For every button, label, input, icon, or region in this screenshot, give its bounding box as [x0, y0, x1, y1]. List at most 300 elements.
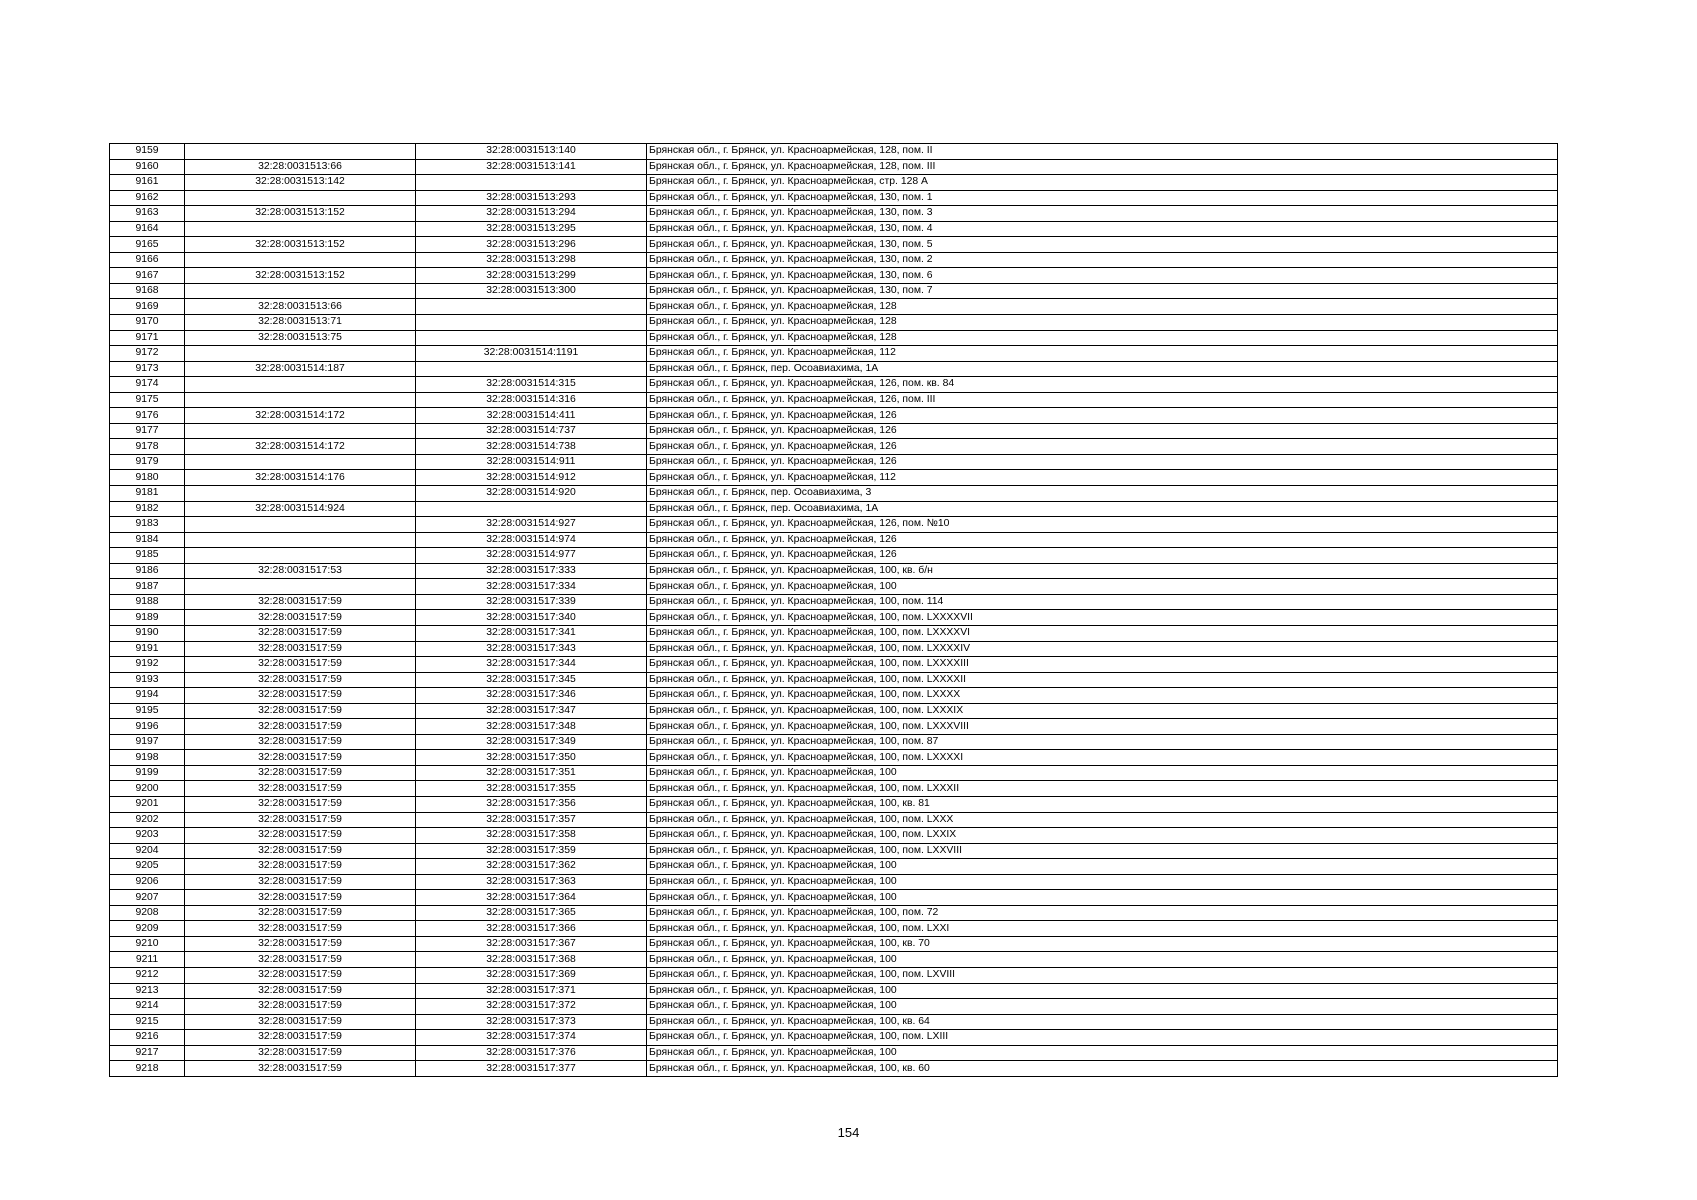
- object-cadastral-number-cell: 32:28:0031517:358: [416, 828, 647, 844]
- table-row: [110, 439, 1558, 455]
- table-row: [110, 921, 1558, 937]
- parcel-cadastral-number-cell: 32:28:0031517:59: [185, 812, 416, 828]
- parcel-cadastral-number-cell: 32:28:0031517:59: [185, 641, 416, 657]
- table-row: [110, 486, 1558, 502]
- table-row: [110, 330, 1558, 346]
- row-number-cell: 9200: [110, 781, 185, 797]
- object-cadastral-number-cell: 32:28:0031513:140: [416, 144, 647, 160]
- table-row: [110, 377, 1558, 393]
- address-cell: Брянская обл., г. Брянск, ул. Красноармейская, 128, пом. III: [647, 159, 1558, 175]
- row-number-cell: 9167: [110, 268, 185, 284]
- row-number-cell: 9207: [110, 890, 185, 906]
- table-row: [110, 470, 1558, 486]
- object-cadastral-number-cell: 32:28:0031517:364: [416, 890, 647, 906]
- table-row: [110, 812, 1558, 828]
- row-number-cell: 9203: [110, 828, 185, 844]
- address-cell: Брянская обл., г. Брянск, ул. Красноармейская, 100: [647, 765, 1558, 781]
- table-row: [110, 859, 1558, 875]
- row-number-cell: 9197: [110, 734, 185, 750]
- object-cadastral-number-cell: 32:28:0031513:300: [416, 283, 647, 299]
- address-cell: Брянская обл., г. Брянск, ул. Красноармейская, 100, пом. 87: [647, 734, 1558, 750]
- row-number-cell: 9173: [110, 361, 185, 377]
- row-number-cell: 9160: [110, 159, 185, 175]
- address-cell: Брянская обл., г. Брянск, ул. Красноармейская, 130, пом. 2: [647, 252, 1558, 268]
- object-cadastral-number-cell: [416, 361, 647, 377]
- parcel-cadastral-number-cell: 32:28:0031517:59: [185, 874, 416, 890]
- parcel-cadastral-number-cell: 32:28:0031517:59: [185, 796, 416, 812]
- object-cadastral-number-cell: 32:28:0031514:920: [416, 486, 647, 502]
- row-number-cell: 9213: [110, 983, 185, 999]
- row-number-cell: 9186: [110, 563, 185, 579]
- object-cadastral-number-cell: 32:28:0031517:341: [416, 625, 647, 641]
- parcel-cadastral-number-cell: 32:28:0031514:172: [185, 408, 416, 424]
- object-cadastral-number-cell: 32:28:0031517:356: [416, 796, 647, 812]
- object-cadastral-number-cell: 32:28:0031517:334: [416, 579, 647, 595]
- table-row: [110, 268, 1558, 284]
- table-row: [110, 159, 1558, 175]
- table-row: [110, 346, 1558, 362]
- row-number-cell: 9162: [110, 190, 185, 206]
- object-cadastral-number-cell: 32:28:0031517:343: [416, 641, 647, 657]
- object-cadastral-number-cell: 32:28:0031514:316: [416, 392, 647, 408]
- table-row: [110, 532, 1558, 548]
- table-row: [110, 361, 1558, 377]
- parcel-cadastral-number-cell: 32:28:0031517:59: [185, 967, 416, 983]
- parcel-cadastral-number-cell: 32:28:0031517:59: [185, 765, 416, 781]
- object-cadastral-number-cell: 32:28:0031517:372: [416, 999, 647, 1015]
- address-cell: Брянская обл., г. Брянск, ул. Красноармейская, 126: [647, 439, 1558, 455]
- address-cell: Брянская обл., г. Брянск, ул. Красноармейская, 128: [647, 299, 1558, 315]
- parcel-cadastral-number-cell: [185, 377, 416, 393]
- parcel-cadastral-number-cell: 32:28:0031513:75: [185, 330, 416, 346]
- table-row: [110, 952, 1558, 968]
- row-number-cell: 9178: [110, 439, 185, 455]
- parcel-cadastral-number-cell: 32:28:0031517:59: [185, 750, 416, 766]
- address-cell: Брянская обл., г. Брянск, ул. Красноармейская, 100, пом. LXIII: [647, 1030, 1558, 1046]
- object-cadastral-number-cell: 32:28:0031514:315: [416, 377, 647, 393]
- address-cell: Брянская обл., г. Брянск, пер. Осоавиахима, 1А: [647, 361, 1558, 377]
- parcel-cadastral-number-cell: [185, 144, 416, 160]
- object-cadastral-number-cell: 32:28:0031514:911: [416, 454, 647, 470]
- address-cell: Брянская обл., г. Брянск, ул. Красноармейская, 100: [647, 874, 1558, 890]
- row-number-cell: 9210: [110, 936, 185, 952]
- object-cadastral-number-cell: 32:28:0031517:365: [416, 905, 647, 921]
- table-row: [110, 221, 1558, 237]
- address-cell: Брянская обл., г. Брянск, ул. Красноармейская, 100: [647, 983, 1558, 999]
- row-number-cell: 9218: [110, 1061, 185, 1077]
- table-row: [110, 501, 1558, 517]
- table-row: [110, 905, 1558, 921]
- address-cell: Брянская обл., г. Брянск, ул. Красноармейская, 126: [647, 454, 1558, 470]
- object-cadastral-number-cell: 32:28:0031517:355: [416, 781, 647, 797]
- object-cadastral-number-cell: 32:28:0031514:737: [416, 423, 647, 439]
- object-cadastral-number-cell: 32:28:0031513:141: [416, 159, 647, 175]
- object-cadastral-number-cell: 32:28:0031513:295: [416, 221, 647, 237]
- parcel-cadastral-number-cell: 32:28:0031517:59: [185, 1061, 416, 1077]
- object-cadastral-number-cell: 32:28:0031517:373: [416, 1014, 647, 1030]
- table-row: [110, 734, 1558, 750]
- object-cadastral-number-cell: 32:28:0031517:377: [416, 1061, 647, 1077]
- parcel-cadastral-number-cell: [185, 548, 416, 564]
- object-cadastral-number-cell: 32:28:0031513:293: [416, 190, 647, 206]
- parcel-cadastral-number-cell: 32:28:0031517:59: [185, 921, 416, 937]
- parcel-cadastral-number-cell: 32:28:0031517:59: [185, 657, 416, 673]
- parcel-cadastral-number-cell: 32:28:0031517:59: [185, 688, 416, 704]
- address-cell: Брянская обл., г. Брянск, ул. Красноармейская, 100: [647, 952, 1558, 968]
- parcel-cadastral-number-cell: [185, 190, 416, 206]
- address-cell: Брянская обл., г. Брянск, ул. Красноармейская, 126: [647, 532, 1558, 548]
- address-cell: Брянская обл., г. Брянск, ул. Красноармейская, 100, пом. LXXXXII: [647, 672, 1558, 688]
- parcel-cadastral-number-cell: [185, 221, 416, 237]
- row-number-cell: 9201: [110, 796, 185, 812]
- row-number-cell: 9199: [110, 765, 185, 781]
- row-number-cell: 9214: [110, 999, 185, 1015]
- row-number-cell: 9194: [110, 688, 185, 704]
- object-cadastral-number-cell: 32:28:0031514:1191: [416, 346, 647, 362]
- table-row: [110, 657, 1558, 673]
- object-cadastral-number-cell: [416, 315, 647, 331]
- row-number-cell: 9195: [110, 703, 185, 719]
- address-cell: Брянская обл., г. Брянск, ул. Красноармейская, 100, пом. LXXVIII: [647, 843, 1558, 859]
- row-number-cell: 9193: [110, 672, 185, 688]
- parcel-cadastral-number-cell: 32:28:0031517:59: [185, 719, 416, 735]
- table-row: [110, 175, 1558, 191]
- address-cell: Брянская обл., г. Брянск, ул. Красноармейская, 100, пом. LXXXVIII: [647, 719, 1558, 735]
- parcel-cadastral-number-cell: 32:28:0031517:59: [185, 828, 416, 844]
- object-cadastral-number-cell: 32:28:0031517:333: [416, 563, 647, 579]
- object-cadastral-number-cell: 32:28:0031517:340: [416, 610, 647, 626]
- object-cadastral-number-cell: 32:28:0031517:345: [416, 672, 647, 688]
- object-cadastral-number-cell: 32:28:0031514:411: [416, 408, 647, 424]
- table-row: [110, 936, 1558, 952]
- parcel-cadastral-number-cell: 32:28:0031517:59: [185, 999, 416, 1015]
- table-row: [110, 828, 1558, 844]
- object-cadastral-number-cell: [416, 330, 647, 346]
- parcel-cadastral-number-cell: 32:28:0031517:59: [185, 983, 416, 999]
- row-number-cell: 9187: [110, 579, 185, 595]
- registry-table-body: [110, 144, 1558, 1077]
- address-cell: Брянская обл., г. Брянск, ул. Красноармейская, 100, пом. LXXXXIII: [647, 657, 1558, 673]
- table-row: [110, 392, 1558, 408]
- object-cadastral-number-cell: 32:28:0031514:977: [416, 548, 647, 564]
- row-number-cell: 9170: [110, 315, 185, 331]
- parcel-cadastral-number-cell: 32:28:0031517:59: [185, 1045, 416, 1061]
- parcel-cadastral-number-cell: 32:28:0031517:59: [185, 859, 416, 875]
- table-row: [110, 454, 1558, 470]
- parcel-cadastral-number-cell: 32:28:0031517:59: [185, 905, 416, 921]
- address-cell: Брянская обл., г. Брянск, ул. Красноармейская, 100: [647, 1045, 1558, 1061]
- table-row: [110, 206, 1558, 222]
- row-number-cell: 9182: [110, 501, 185, 517]
- row-number-cell: 9188: [110, 594, 185, 610]
- address-cell: Брянская обл., г. Брянск, ул. Красноармейская, 100, пом. LXXXX: [647, 688, 1558, 704]
- table-row: [110, 579, 1558, 595]
- row-number-cell: 9179: [110, 454, 185, 470]
- address-cell: Брянская обл., г. Брянск, ул. Красноармейская, 100, пом. LXXXII: [647, 781, 1558, 797]
- row-number-cell: 9192: [110, 657, 185, 673]
- address-cell: Брянская обл., г. Брянск, ул. Красноармейская, 100: [647, 999, 1558, 1015]
- parcel-cadastral-number-cell: 32:28:0031514:924: [185, 501, 416, 517]
- address-cell: Брянская обл., г. Брянск, ул. Красноармейская, 100, пом. LXXXXVII: [647, 610, 1558, 626]
- address-cell: Брянская обл., г. Брянск, пер. Осоавиахима, 1А: [647, 501, 1558, 517]
- parcel-cadastral-number-cell: 32:28:0031513:142: [185, 175, 416, 191]
- row-number-cell: 9206: [110, 874, 185, 890]
- address-cell: Брянская обл., г. Брянск, ул. Красноармейская, 112: [647, 346, 1558, 362]
- table-row: [110, 423, 1558, 439]
- parcel-cadastral-number-cell: 32:28:0031513:152: [185, 268, 416, 284]
- object-cadastral-number-cell: [416, 175, 647, 191]
- object-cadastral-number-cell: 32:28:0031517:357: [416, 812, 647, 828]
- row-number-cell: 9180: [110, 470, 185, 486]
- object-cadastral-number-cell: 32:28:0031517:359: [416, 843, 647, 859]
- address-cell: Брянская обл., г. Брянск, ул. Красноармейская, 100, пом. LXXXXIV: [647, 641, 1558, 657]
- table-row: [110, 610, 1558, 626]
- object-cadastral-number-cell: 32:28:0031517:339: [416, 594, 647, 610]
- address-cell: Брянская обл., г. Брянск, ул. Красноармейская, 100, пом. LXXIX: [647, 828, 1558, 844]
- table-row: [110, 517, 1558, 533]
- address-cell: Брянская обл., г. Брянск, ул. Красноармейская, 112: [647, 470, 1558, 486]
- table-row: [110, 237, 1558, 253]
- parcel-cadastral-number-cell: 32:28:0031517:59: [185, 936, 416, 952]
- row-number-cell: 9215: [110, 1014, 185, 1030]
- address-cell: Брянская обл., г. Брянск, ул. Красноармейская, 128: [647, 330, 1558, 346]
- object-cadastral-number-cell: 32:28:0031517:362: [416, 859, 647, 875]
- row-number-cell: 9198: [110, 750, 185, 766]
- table-row: [110, 299, 1558, 315]
- address-cell: Брянская обл., г. Брянск, ул. Красноармейская, 100, пом. 72: [647, 905, 1558, 921]
- table-row: [110, 563, 1558, 579]
- object-cadastral-number-cell: 32:28:0031517:348: [416, 719, 647, 735]
- address-cell: Брянская обл., г. Брянск, ул. Красноармейская, 100: [647, 579, 1558, 595]
- object-cadastral-number-cell: 32:28:0031517:368: [416, 952, 647, 968]
- address-cell: Брянская обл., г. Брянск, ул. Красноармейская, 100: [647, 890, 1558, 906]
- row-number-cell: 9202: [110, 812, 185, 828]
- address-cell: Брянская обл., г. Брянск, ул. Красноармейская, 100, пом. LXVIII: [647, 967, 1558, 983]
- table-row: [110, 548, 1558, 564]
- parcel-cadastral-number-cell: 32:28:0031517:59: [185, 594, 416, 610]
- address-cell: Брянская обл., г. Брянск, ул. Красноармейская, 100, кв. 81: [647, 796, 1558, 812]
- row-number-cell: 9185: [110, 548, 185, 564]
- row-number-cell: 9175: [110, 392, 185, 408]
- row-number-cell: 9217: [110, 1045, 185, 1061]
- row-number-cell: 9168: [110, 283, 185, 299]
- address-cell: Брянская обл., г. Брянск, ул. Красноармейская, 100, кв. б/н: [647, 563, 1558, 579]
- parcel-cadastral-number-cell: [185, 392, 416, 408]
- row-number-cell: 9183: [110, 517, 185, 533]
- address-cell: Брянская обл., г. Брянск, ул. Красноармейская, 126, пом. №10: [647, 517, 1558, 533]
- parcel-cadastral-number-cell: 32:28:0031517:59: [185, 672, 416, 688]
- parcel-cadastral-number-cell: 32:28:0031513:152: [185, 237, 416, 253]
- table-row: [110, 781, 1558, 797]
- table-row: [110, 1030, 1558, 1046]
- row-number-cell: 9176: [110, 408, 185, 424]
- address-cell: Брянская обл., г. Брянск, ул. Красноармейская, 100, пом. LXXXXI: [647, 750, 1558, 766]
- parcel-cadastral-number-cell: 32:28:0031517:59: [185, 734, 416, 750]
- object-cadastral-number-cell: 32:28:0031517:367: [416, 936, 647, 952]
- table-row: [110, 765, 1558, 781]
- table-row: [110, 750, 1558, 766]
- row-number-cell: 9174: [110, 377, 185, 393]
- address-cell: Брянская обл., г. Брянск, ул. Красноармейская, 100, пом. 114: [647, 594, 1558, 610]
- address-cell: Брянская обл., г. Брянск, ул. Красноармейская, 128, пом. II: [647, 144, 1558, 160]
- row-number-cell: 9190: [110, 625, 185, 641]
- object-cadastral-number-cell: 32:28:0031517:347: [416, 703, 647, 719]
- row-number-cell: 9191: [110, 641, 185, 657]
- row-number-cell: 9216: [110, 1030, 185, 1046]
- address-cell: Брянская обл., г. Брянск, ул. Красноармейская, 130, пом. 7: [647, 283, 1558, 299]
- table-row: [110, 1045, 1558, 1061]
- table-row: [110, 1014, 1558, 1030]
- table-row: [110, 703, 1558, 719]
- row-number-cell: 9211: [110, 952, 185, 968]
- table-row: [110, 719, 1558, 735]
- row-number-cell: 9184: [110, 532, 185, 548]
- parcel-cadastral-number-cell: 32:28:0031517:59: [185, 952, 416, 968]
- parcel-cadastral-number-cell: 32:28:0031517:59: [185, 843, 416, 859]
- address-cell: Брянская обл., г. Брянск, ул. Красноармейская, 130, пом. 1: [647, 190, 1558, 206]
- parcel-cadastral-number-cell: 32:28:0031517:59: [185, 1014, 416, 1030]
- table-row: [110, 315, 1558, 331]
- registry-table: [109, 143, 1558, 1077]
- address-cell: Брянская обл., г. Брянск, ул. Красноармейская, 128: [647, 315, 1558, 331]
- address-cell: Брянская обл., г. Брянск, ул. Красноармейская, 126: [647, 548, 1558, 564]
- row-number-cell: 9165: [110, 237, 185, 253]
- parcel-cadastral-number-cell: 32:28:0031517:59: [185, 890, 416, 906]
- address-cell: Брянская обл., г. Брянск, ул. Красноармейская, 126, пом. III: [647, 392, 1558, 408]
- table-row: [110, 283, 1558, 299]
- row-number-cell: 9189: [110, 610, 185, 626]
- object-cadastral-number-cell: 32:28:0031517:350: [416, 750, 647, 766]
- table-row: [110, 796, 1558, 812]
- address-cell: Брянская обл., г. Брянск, ул. Красноармейская, 126: [647, 408, 1558, 424]
- parcel-cadastral-number-cell: [185, 423, 416, 439]
- row-number-cell: 9205: [110, 859, 185, 875]
- object-cadastral-number-cell: 32:28:0031517:374: [416, 1030, 647, 1046]
- address-cell: Брянская обл., г. Брянск, ул. Красноармейская, 100, кв. 60: [647, 1061, 1558, 1077]
- table-row: [110, 190, 1558, 206]
- address-cell: Брянская обл., г. Брянск, ул. Красноармейская, 130, пом. 5: [647, 237, 1558, 253]
- object-cadastral-number-cell: [416, 299, 647, 315]
- table-row: [110, 641, 1558, 657]
- row-number-cell: 9212: [110, 967, 185, 983]
- parcel-cadastral-number-cell: [185, 517, 416, 533]
- row-number-cell: 9159: [110, 144, 185, 160]
- row-number-cell: 9209: [110, 921, 185, 937]
- parcel-cadastral-number-cell: 32:28:0031514:176: [185, 470, 416, 486]
- table-row: [110, 874, 1558, 890]
- row-number-cell: 9171: [110, 330, 185, 346]
- table-row: [110, 999, 1558, 1015]
- object-cadastral-number-cell: 32:28:0031514:927: [416, 517, 647, 533]
- parcel-cadastral-number-cell: 32:28:0031517:53: [185, 563, 416, 579]
- table-row: [110, 408, 1558, 424]
- table-row: [110, 672, 1558, 688]
- object-cadastral-number-cell: 32:28:0031517:344: [416, 657, 647, 673]
- parcel-cadastral-number-cell: 32:28:0031517:59: [185, 781, 416, 797]
- row-number-cell: 9169: [110, 299, 185, 315]
- address-cell: Брянская обл., г. Брянск, ул. Красноармейская, 100, пом. LXXX: [647, 812, 1558, 828]
- page-number: 154: [837, 1125, 860, 1140]
- object-cadastral-number-cell: 32:28:0031513:299: [416, 268, 647, 284]
- parcel-cadastral-number-cell: [185, 486, 416, 502]
- table-row: [110, 843, 1558, 859]
- object-cadastral-number-cell: 32:28:0031517:346: [416, 688, 647, 704]
- address-cell: Брянская обл., г. Брянск, ул. Красноармейская, 100, кв. 64: [647, 1014, 1558, 1030]
- object-cadastral-number-cell: 32:28:0031517:369: [416, 967, 647, 983]
- object-cadastral-number-cell: 32:28:0031517:371: [416, 983, 647, 999]
- row-number-cell: 9161: [110, 175, 185, 191]
- object-cadastral-number-cell: 32:28:0031517:376: [416, 1045, 647, 1061]
- address-cell: Брянская обл., г. Брянск, пер. Осоавиахима, 3: [647, 486, 1558, 502]
- object-cadastral-number-cell: 32:28:0031513:298: [416, 252, 647, 268]
- row-number-cell: 9208: [110, 905, 185, 921]
- table-row: [110, 594, 1558, 610]
- object-cadastral-number-cell: 32:28:0031513:296: [416, 237, 647, 253]
- table-row: [110, 144, 1558, 160]
- parcel-cadastral-number-cell: 32:28:0031513:152: [185, 206, 416, 222]
- row-number-cell: 9204: [110, 843, 185, 859]
- table-row: [110, 983, 1558, 999]
- parcel-cadastral-number-cell: 32:28:0031517:59: [185, 1030, 416, 1046]
- address-cell: Брянская обл., г. Брянск, ул. Красноармейская, 100, пом. LXXXXVI: [647, 625, 1558, 641]
- object-cadastral-number-cell: [416, 501, 647, 517]
- table-row: [110, 890, 1558, 906]
- row-number-cell: 9177: [110, 423, 185, 439]
- address-cell: Брянская обл., г. Брянск, ул. Красноармейская, 130, пом. 3: [647, 206, 1558, 222]
- row-number-cell: 9163: [110, 206, 185, 222]
- row-number-cell: 9166: [110, 252, 185, 268]
- parcel-cadastral-number-cell: 32:28:0031517:59: [185, 625, 416, 641]
- table-row: [110, 688, 1558, 704]
- object-cadastral-number-cell: 32:28:0031513:294: [416, 206, 647, 222]
- parcel-cadastral-number-cell: 32:28:0031514:172: [185, 439, 416, 455]
- table-row: [110, 625, 1558, 641]
- row-number-cell: 9172: [110, 346, 185, 362]
- parcel-cadastral-number-cell: 32:28:0031513:66: [185, 299, 416, 315]
- address-cell: Брянская обл., г. Брянск, ул. Красноармейская, 126, пом. кв. 84: [647, 377, 1558, 393]
- address-cell: Брянская обл., г. Брянск, ул. Красноармейская, 100: [647, 859, 1558, 875]
- address-cell: Брянская обл., г. Брянск, ул. Красноармейская, 100, пом. LXXI: [647, 921, 1558, 937]
- parcel-cadastral-number-cell: 32:28:0031514:187: [185, 361, 416, 377]
- parcel-cadastral-number-cell: [185, 579, 416, 595]
- row-number-cell: 9181: [110, 486, 185, 502]
- row-number-cell: 9164: [110, 221, 185, 237]
- address-cell: Брянская обл., г. Брянск, ул. Красноармейская, 100, пом. LXXXIX: [647, 703, 1558, 719]
- object-cadastral-number-cell: 32:28:0031514:738: [416, 439, 647, 455]
- address-cell: Брянская обл., г. Брянск, ул. Красноармейская, 130, пом. 4: [647, 221, 1558, 237]
- address-cell: Брянская обл., г. Брянск, ул. Красноармейская, 130, пом. 6: [647, 268, 1558, 284]
- parcel-cadastral-number-cell: [185, 252, 416, 268]
- parcel-cadastral-number-cell: 32:28:0031517:59: [185, 610, 416, 626]
- table-row: [110, 967, 1558, 983]
- address-cell: Брянская обл., г. Брянск, ул. Красноармейская, стр. 128 А: [647, 175, 1558, 191]
- row-number-cell: 9196: [110, 719, 185, 735]
- parcel-cadastral-number-cell: [185, 532, 416, 548]
- object-cadastral-number-cell: 32:28:0031517:349: [416, 734, 647, 750]
- object-cadastral-number-cell: 32:28:0031514:974: [416, 532, 647, 548]
- parcel-cadastral-number-cell: [185, 346, 416, 362]
- object-cadastral-number-cell: 32:28:0031517:363: [416, 874, 647, 890]
- object-cadastral-number-cell: 32:28:0031517:351: [416, 765, 647, 781]
- address-cell: Брянская обл., г. Брянск, ул. Красноармейская, 100, кв. 70: [647, 936, 1558, 952]
- parcel-cadastral-number-cell: 32:28:0031517:59: [185, 703, 416, 719]
- parcel-cadastral-number-cell: [185, 283, 416, 299]
- address-cell: Брянская обл., г. Брянск, ул. Красноармейская, 126: [647, 423, 1558, 439]
- table-row: [110, 1061, 1558, 1077]
- object-cadastral-number-cell: 32:28:0031517:366: [416, 921, 647, 937]
- parcel-cadastral-number-cell: 32:28:0031513:66: [185, 159, 416, 175]
- parcel-cadastral-number-cell: [185, 454, 416, 470]
